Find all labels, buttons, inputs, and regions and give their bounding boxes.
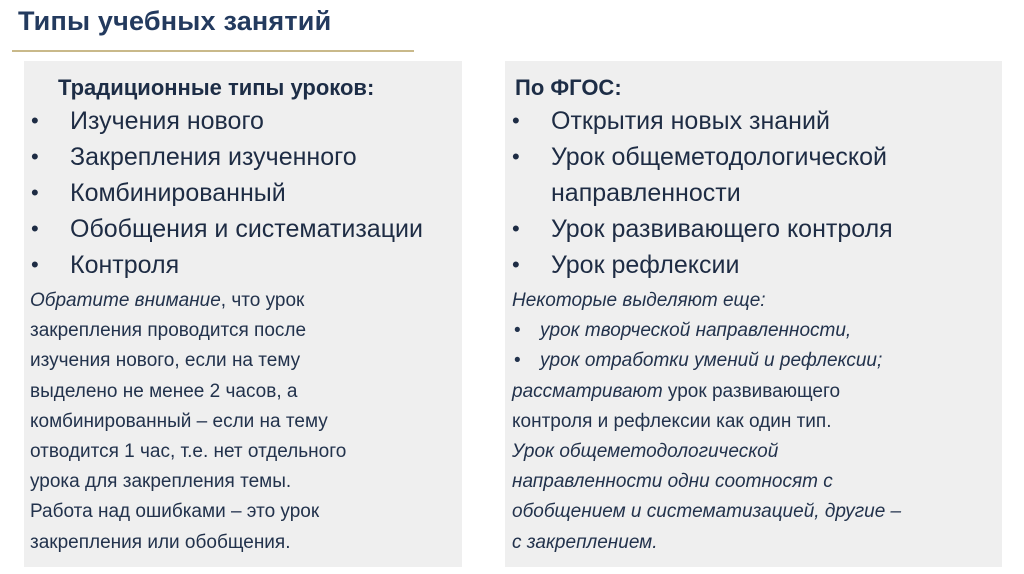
bullet-icon: • bbox=[514, 350, 521, 372]
list-item: • Урок развивающего контроля bbox=[509, 211, 893, 247]
bullet-icon: • bbox=[512, 108, 520, 133]
list-item: • Урок рефлексии bbox=[509, 247, 893, 283]
bullet-icon: • bbox=[31, 144, 39, 169]
bullet-icon: • bbox=[31, 216, 39, 241]
fgos-lesson-types-panel bbox=[505, 61, 1002, 567]
list-item: • Обобщения и систематизации bbox=[28, 211, 423, 247]
traditional-types-list bbox=[28, 103, 423, 283]
traditional-lesson-types-panel bbox=[24, 61, 462, 567]
traditional-heading: Традиционные типы уроков: bbox=[58, 75, 375, 100]
list-item: • Комбинированный bbox=[28, 175, 423, 211]
title-underline bbox=[12, 50, 414, 52]
bullet-icon: • bbox=[512, 144, 520, 169]
bullet-icon: • bbox=[31, 108, 39, 133]
bullet-icon: • bbox=[514, 320, 521, 342]
bullet-icon: • bbox=[31, 252, 39, 277]
fgos-heading: По ФГОС: bbox=[515, 75, 622, 100]
fgos-note: Некоторые выделяют еще: • урок творческой направленности, • урок отработки умений и рефлексии; рассматривают урок развивающего контроля и рефлексии как один тип. Урок общеметодологической направленности одни соотносят с обобщением и систематизацией, другие – с закреплением. bbox=[512, 290, 902, 553]
list-item: • Контроля bbox=[28, 247, 423, 283]
list-item: • урок отработки умений и рефлексии; bbox=[512, 346, 901, 376]
list-item: • Урок общеметодологической направленности bbox=[509, 139, 893, 211]
fgos-types-list bbox=[509, 103, 893, 283]
bullet-icon: • bbox=[512, 252, 520, 277]
list-item: • Открытия новых знаний bbox=[509, 103, 893, 139]
list-item: • урок творческой направленности, bbox=[512, 316, 901, 346]
bullet-icon: • bbox=[512, 216, 520, 241]
list-item: • Изучения нового bbox=[28, 103, 423, 139]
bullet-icon: • bbox=[31, 180, 39, 205]
slide-title: Типы учебных занятий bbox=[18, 6, 332, 36]
traditional-note: Обратите внимание, что урок закрепления проводится после изучения нового, если на тему выделено не менее 2 часов, а комбинированный – если на тему отводится 1 час, т.е. нет отдельного урока для закрепления темы. Работа над ошибками – это урок закрепления или обобщения. bbox=[30, 290, 347, 553]
list-item: • Закрепления изученного bbox=[28, 139, 423, 175]
